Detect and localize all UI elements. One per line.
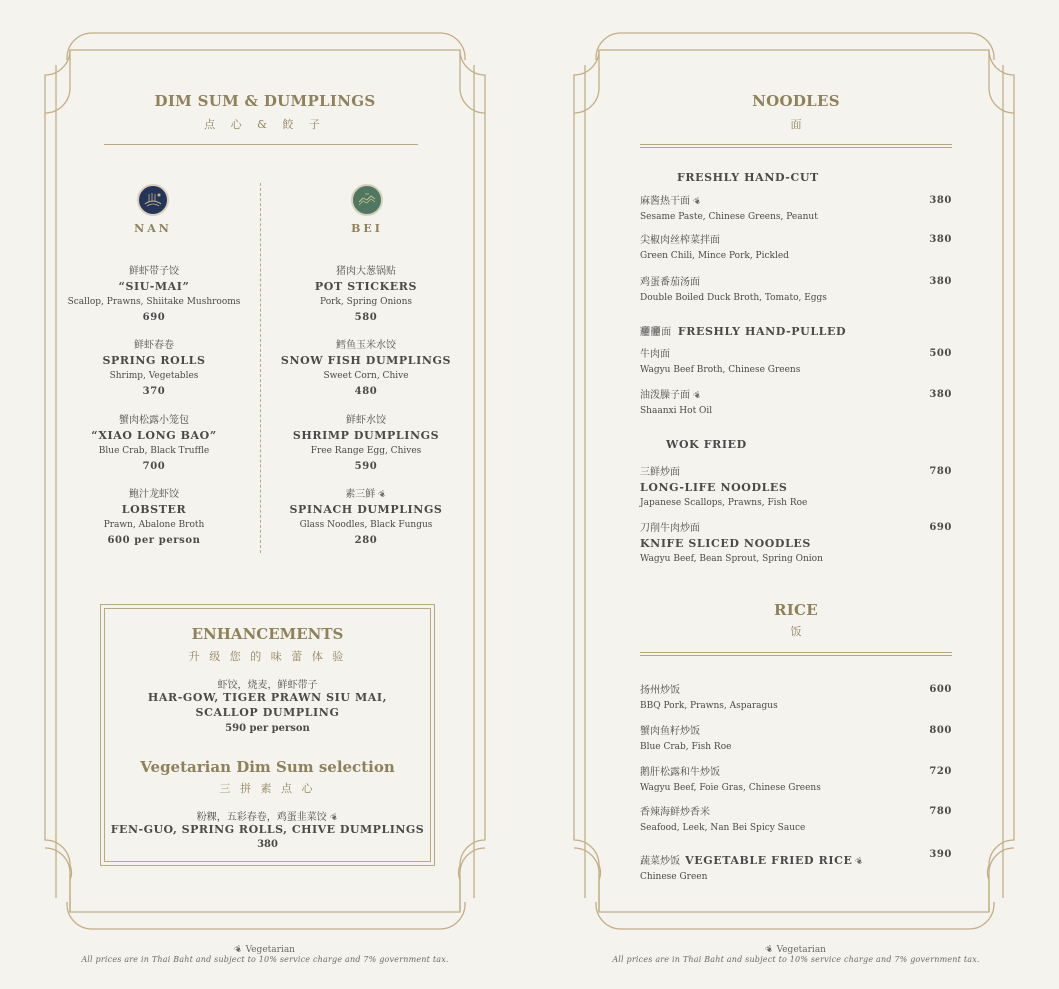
- rice-item: [640, 849, 952, 885]
- dish-desc: Sesame Paste, Chinese Greens, Peanut: [640, 212, 818, 222]
- dish-desc: Shaanxi Hot Oil: [640, 406, 713, 416]
- left-footer: [44, 945, 486, 964]
- dish-cn-row: [640, 195, 952, 209]
- dish-cn: 蟹肉松露小笼包: [119, 415, 189, 426]
- dish-cn: 刀削牛肉炒面: [640, 523, 700, 534]
- dish-cn: 尖椒肉丝榨菜拌面: [640, 235, 720, 246]
- dish-cn: 鲜虾水饺: [346, 415, 386, 426]
- dish-desc: Blue Crab, Fish Roe: [640, 742, 732, 752]
- noodle-item: [640, 195, 952, 225]
- dish-cn: 鲜虾春卷: [134, 340, 174, 351]
- vegetarian-label: Vegetarian: [776, 945, 826, 955]
- leaf-icon: ❦: [233, 943, 245, 957]
- dish-desc: Free Range Egg, Chives: [310, 446, 422, 456]
- wok-fried-heading: WOK FRIED: [666, 438, 747, 451]
- enhancements-box: [100, 604, 435, 866]
- noodle-item: [640, 348, 952, 378]
- noodle-item: [640, 522, 952, 567]
- nan-dish: [54, 265, 254, 325]
- dish-en: SNOW FISH DUMPLINGS: [280, 354, 452, 367]
- dish-en: “XIAO LONG BAO”: [91, 429, 217, 442]
- vegetarian-en: FEN-GUO, SPRING ROLLS, CHIVE DUMPLINGS: [110, 823, 425, 836]
- rice-item: [640, 725, 952, 755]
- dish-cn: 油泼臊子面: [640, 390, 690, 401]
- enhancements-subtitle: 升 级 您 的 味 蕾 体 验: [188, 650, 347, 663]
- leaf-icon: ❦: [764, 943, 776, 957]
- dish-cn: 鲜虾带子饺: [129, 266, 179, 277]
- dish-cn: 三鲜炒面: [640, 467, 680, 478]
- leaf-icon: ❦: [854, 855, 866, 869]
- dish-cn: 蔬菜炒饭: [640, 856, 680, 867]
- rice-divider: [640, 652, 952, 656]
- dish-desc: Japanese Scallops, Prawns, Fish Roe: [640, 498, 808, 508]
- dish-desc: Seafood, Leek, Nan Bei Spicy Sauce: [640, 823, 806, 833]
- hand-pulled-heading: [640, 323, 846, 338]
- dish-desc: Double Boiled Duck Broth, Tomato, Eggs: [640, 293, 827, 303]
- enhancement-cn: 虾饺，烧麦，鲜虾带子: [217, 680, 318, 691]
- enhancement-en-line1: HAR-GOW, TIGER PRAWN SIU MAI,: [147, 691, 388, 704]
- noodle-item: [640, 466, 952, 511]
- noodles-divider: [640, 144, 952, 148]
- dish-desc: Glass Noodles, Black Fungus: [299, 520, 433, 530]
- dish-price: 480: [354, 386, 378, 397]
- nan-label: NAN: [134, 222, 172, 235]
- vegetarian-cn: 粉粿，五彩春卷，鸡蛋韭菜饺: [196, 812, 327, 823]
- bei-dish: [266, 414, 466, 474]
- rice-item: [640, 806, 952, 836]
- dish-cn: 素三鲜: [345, 489, 376, 500]
- nan-moon-icon: [137, 184, 169, 216]
- nan-dish: [54, 339, 254, 399]
- dish-desc: Prawn, Abalone Broth: [103, 520, 205, 530]
- dish-price: 800: [929, 725, 952, 736]
- bei-wall-icon: [351, 184, 383, 216]
- dish-price: 380: [929, 389, 952, 400]
- dish-desc: Shrimp, Vegetables: [109, 371, 199, 381]
- dish-en: LOBSTER: [121, 503, 187, 516]
- bei-dish: [266, 339, 466, 399]
- dish-cn: 麻酱热干面: [640, 196, 690, 207]
- dish-price: 380: [929, 276, 952, 287]
- vegetarian-cn-row: [101, 808, 434, 823]
- leaf-icon: ❦: [328, 811, 341, 825]
- noodles-title: NOODLES: [752, 92, 840, 110]
- dish-price: 690: [929, 522, 952, 533]
- right-footer: [575, 945, 1017, 964]
- vegetarian-legend: [575, 945, 1017, 955]
- enhancement-price: 590 per person: [225, 723, 310, 734]
- dish-desc: Green Chili, Mince Pork, Pickled: [640, 251, 789, 261]
- dim-sum-panel: [44, 0, 486, 930]
- rice-item: [640, 684, 952, 714]
- noodle-item: [640, 276, 952, 306]
- bei-dish: [266, 488, 466, 548]
- vegetarian-price: 380: [257, 839, 278, 850]
- dish-price: 720: [929, 766, 952, 777]
- dish-desc: Blue Crab, Black Truffle: [98, 446, 210, 456]
- dish-price: 370: [142, 386, 166, 397]
- dish-en: “SIU-MAI”: [118, 280, 190, 293]
- noodles-subtitle: 面: [790, 118, 802, 131]
- enhancements-title: ENHANCEMENTS: [191, 625, 344, 643]
- dish-cn: 蟹肉鱼籽炒饭: [640, 726, 700, 737]
- title-divider: [104, 144, 418, 145]
- section-title: DIM SUM & DUMPLINGS: [154, 92, 376, 110]
- dish-cn: 鲍汁龙虾饺: [129, 489, 179, 500]
- dish-title-row: [640, 849, 952, 869]
- dish-cn: 扬州炒饭: [640, 685, 680, 696]
- dish-price: 690: [142, 312, 166, 323]
- dish-en: SPINACH DUMPLINGS: [289, 503, 443, 516]
- dish-cn-row: [640, 389, 952, 403]
- column-divider: [260, 183, 261, 553]
- dish-cn: 香辣海鲜炒香米: [640, 807, 710, 818]
- dish-en: VEGETABLE FRIED RICE: [685, 854, 853, 867]
- dish-price: 600: [929, 684, 952, 695]
- dish-price: 380: [929, 234, 952, 245]
- dish-desc: Wagyu Beef, Foie Gras, Chinese Greens: [640, 783, 821, 793]
- nan-dish: [54, 414, 254, 474]
- bei-dish: [266, 265, 466, 325]
- dish-cn: 牛肉面: [640, 349, 670, 360]
- noodle-item: [640, 389, 952, 419]
- dish-price: 700: [142, 461, 166, 472]
- rice-subtitle: 饭: [790, 625, 802, 638]
- bei-label: BEI: [351, 222, 383, 235]
- rice-item: [640, 766, 952, 796]
- dish-price: 580: [354, 312, 378, 323]
- dish-price: 390: [929, 849, 952, 860]
- dish-cn: 鹅肝松露和牛炒饭: [640, 767, 720, 778]
- dish-price: 380: [929, 195, 952, 206]
- vegetarian-selection-title: Vegetarian Dim Sum selection: [140, 758, 395, 776]
- vegetarian-legend: [44, 945, 486, 955]
- dish-price: 780: [929, 806, 952, 817]
- vegetarian-selection-subtitle: 三 拼 素 点 心: [219, 782, 316, 795]
- vegetarian-label: Vegetarian: [245, 945, 295, 955]
- hand-pulled-en: FRESHLY HAND-PULLED: [677, 325, 847, 338]
- dish-en: SHRIMP DUMPLINGS: [292, 429, 440, 442]
- price-note: All prices are in Thai Baht and subject to 10% service charge and 7% government tax.: [81, 955, 449, 964]
- rice-title: RICE: [773, 601, 819, 619]
- noodles-rice-panel: [575, 0, 1017, 930]
- dish-en: POT STICKERS: [314, 280, 418, 293]
- enhancement-en-line2: SCALLOP DUMPLING: [195, 706, 340, 719]
- dish-desc: Pork, Spring Onions: [320, 297, 412, 307]
- hand-pulled-cn: 𰻞𰻞面: [640, 327, 672, 338]
- dish-price: 600 per person: [107, 535, 201, 546]
- leaf-icon: ❦: [692, 389, 704, 403]
- dish-desc: BBQ Pork, Prawns, Asparagus: [640, 701, 778, 711]
- dish-desc: Chinese Green: [640, 872, 708, 882]
- dish-en: KNIFE SLICED NOODLES: [640, 537, 811, 550]
- dish-price: 780: [929, 466, 952, 477]
- noodle-item: [640, 234, 952, 264]
- section-subtitle: 点 心 & 餃 子: [204, 118, 326, 131]
- dish-price: 280: [354, 535, 378, 546]
- leaf-icon: ❦: [377, 488, 389, 502]
- dish-cn: 鳕鱼玉米水饺: [336, 340, 396, 351]
- dish-price: 590: [354, 461, 378, 472]
- dish-price: 500: [929, 348, 952, 359]
- dish-desc: Wagyu Beef, Bean Sprout, Spring Onion: [640, 554, 823, 564]
- nan-dish: [54, 488, 254, 548]
- dish-cn-row: [266, 488, 466, 502]
- dish-desc: Sweet Corn, Chive: [323, 371, 409, 381]
- price-note: All prices are in Thai Baht and subject to 10% service charge and 7% government tax.: [612, 955, 980, 964]
- dish-en: SPRING ROLLS: [102, 354, 206, 367]
- dish-cn: 鸡蛋番茄汤面: [640, 277, 700, 288]
- dish-en: LONG-LIFE NOODLES: [640, 481, 788, 494]
- dish-desc: Wagyu Beef Broth, Chinese Greens: [640, 365, 801, 375]
- dish-desc: Scallop, Prawns, Shiitake Mushrooms: [67, 297, 241, 307]
- leaf-icon: ❦: [692, 195, 704, 209]
- hand-cut-heading: FRESHLY HAND-CUT: [677, 171, 819, 184]
- dish-cn: 猪肉大葱锅贴: [336, 266, 396, 277]
